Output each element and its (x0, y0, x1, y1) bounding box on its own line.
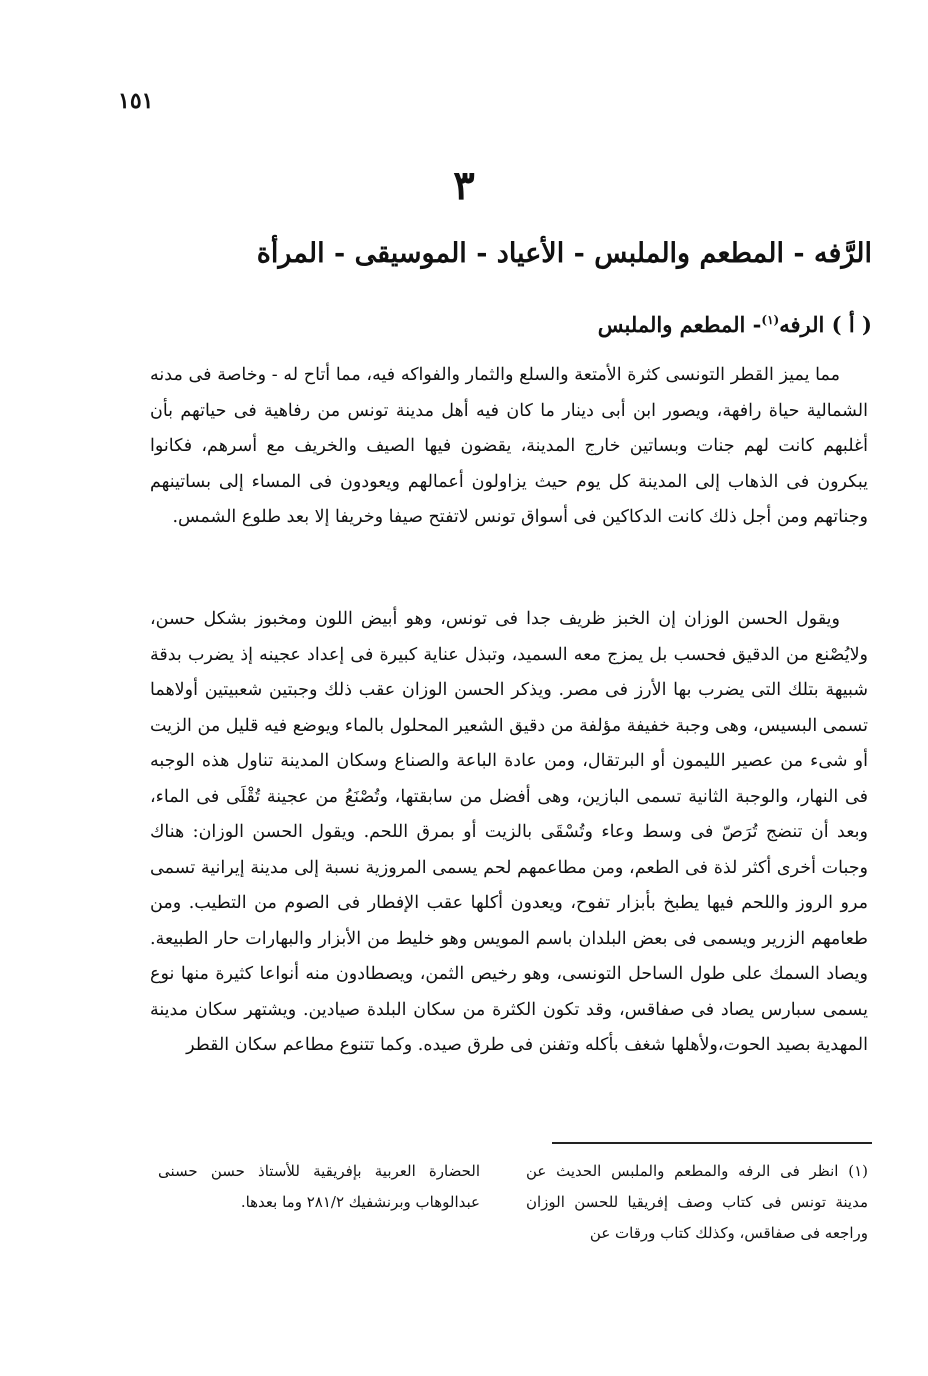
paragraph-2 (150, 602, 868, 1064)
section-heading (112, 312, 872, 337)
paragraph-text: ويقول الحسن الوزان إن الخبز ظريف جدا فى تونس، وهو أبيض اللون ومخبوز بشكل حسن، ولايُصْنع من الدقيق فحسب بل يمزج معه السميد، وتبذل عناية كبيرة فى إعداد عجينه إذ يضرب بدقة شبيهة بتلك التى يضرب بها الأرز فى مصر. ويذكر الحسن الوزان عقب ذلك وجبتين شعبيتين أولاهما تسمى البسيس، وهى وجبة خفيفة مؤلفة من دقيق الشعير المحلول بالماء ويوضع فيه قليل من الزيت أو شىء من عصير الليمون أو البرتقال، ومن عادة الباعة والصناع وسكان المدينة تناول هذه الوجبه فى النهار، والوجبة الثانية تسمى البازين، وهى أفضل من سابقتها، وتُصْنَعُ من عجينة تُقْلَى فى الماء، وبعد أن تنضج تُرَصّ فى وسط وعاء وتُسْقَى بالزيت أو بمرق اللحم. ويقول الحسن الوزان: هناك وجبات أخرى أكثر لذة فى الطعم، ومن مطاعمهم لحم يسمى المروزية نسبة إلى مدينة إيرانية تسمى مرو الروز واللحم فيها يطبخ بأبزار تفوح، ويعدون أكلها عقب الإفطار فى الصوم من التطيب. ومن طعامهم الزرير ويسمى فى بعض البلدان باسم المويس وهو خليط من الأبزار والبهارات حار الطبيعة. ويصاد السمك على طول الساحل التونسى، وهو رخيص الثمن، ويصطادون منه أنواعا كثيرة منها نوع يسمى سبارس يصاد فى صفاقس، وقد تكون الكثرة من سكان البلدة صيادين. ويشتهر سكان مدينة المهدية بصيد الحوت،ولأهلها شغف بأكله وتفنن فى طرق صيده. وكما تتنوع مطاعم سكان القطر (150, 609, 868, 1055)
footnote-divider (552, 1142, 872, 1144)
paragraph-1 (150, 358, 868, 536)
footnote-left-column: الحضارة العربية بإفريقية للأستاذ حسن حسنى عبدالوهاب وبرنشفيك ٢٨١/٢ وما بعدها. (158, 1162, 480, 1211)
page-number: ١٥١ (118, 88, 154, 114)
footnote-right-column: (١) انظر فى الرفه والمطعم والملبس الحديث عن مدينة تونس فى كتاب وصف إفريقيا للحسن الوزان وراجعه فى صفاقس، وكذلك كتاب ورقات عن (526, 1162, 868, 1242)
chapter-title: الرَّفه - المطعم والملبس - الأعياد - الموسيقى - المرأة (256, 238, 872, 269)
section-heading-suffix: - المطعم والملبس (597, 312, 762, 337)
chapter-number: ٣ (453, 162, 475, 209)
section-heading-prefix: ( أ ) الرفه (779, 312, 872, 337)
paragraph-text: مما يميز القطر التونسى كثرة الأمتعة والسلع والثمار والفواكه فيه، مما أتاح له - وخاصة فى مدنه الشمالية حياة رافهة، ويصور ابن أبى دينار ما كان فيه أهل مدينة تونس من رفاهية فى حياتهم بأن أغلبهم كانت لهم جنات وبساتين خارج المدينة، يقضون فيها الصيف والخريف مع أسرهم، فكانوا يبكرون فى الذهاب إلى المدينة كل يوم حيث يزاولون أعمالهم ويعودون فى المساء إلى بساتينهم وجناتهم ومن أجل ذلك كانت الدكاكين فى أسواق تونس لاتفتح صيفا وخريفا إلا بعد طلوع الشمس. (150, 365, 868, 527)
footnote-reference: (١) (761, 313, 780, 327)
